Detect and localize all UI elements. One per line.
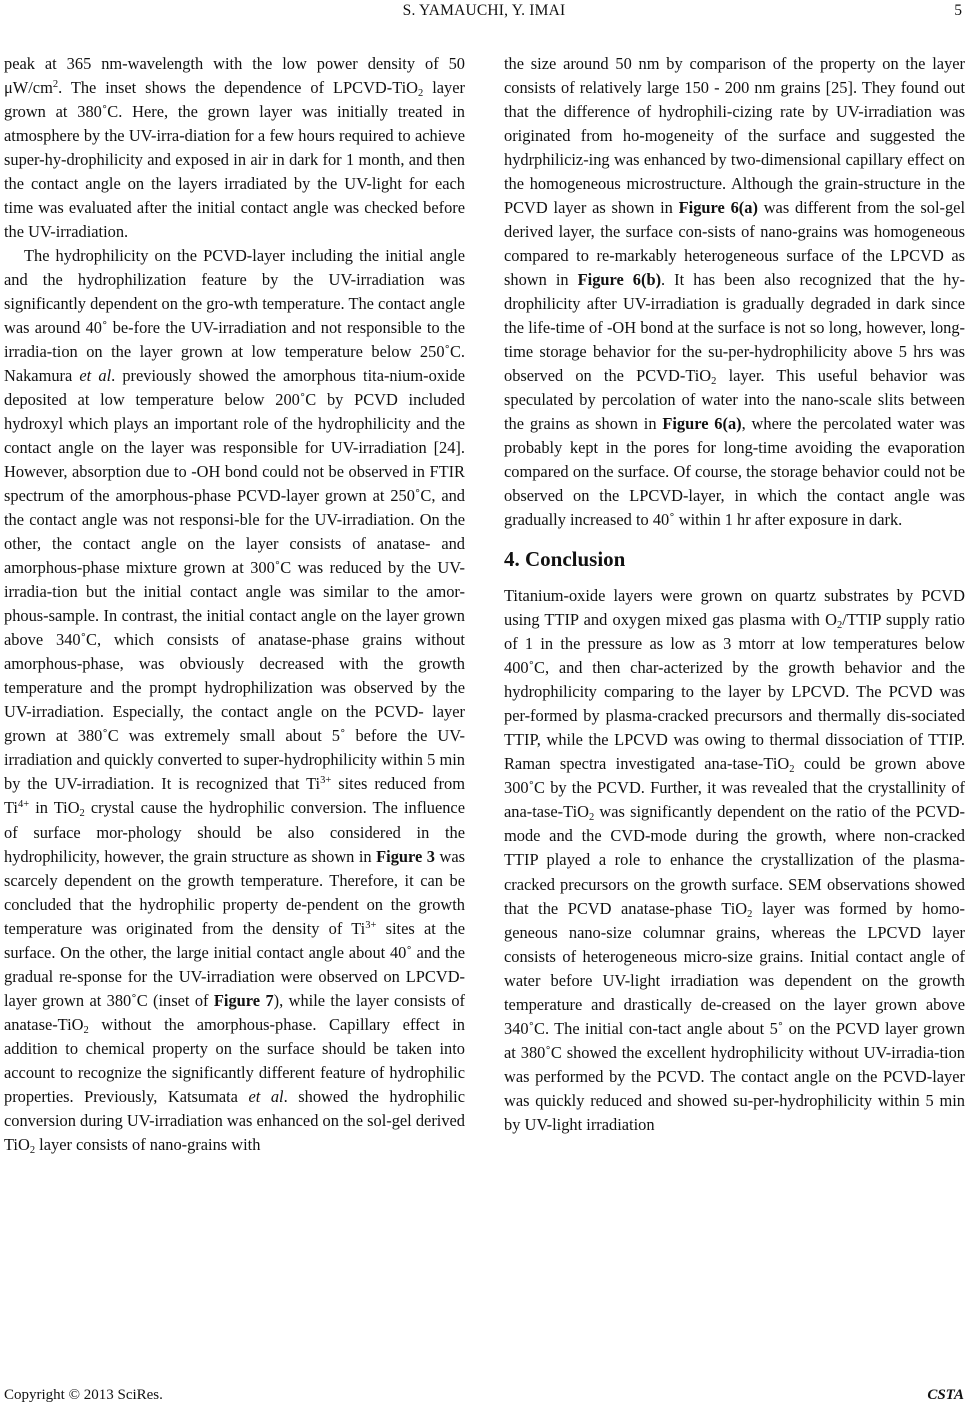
paragraph: The hydrophilicity on the PCVD-layer including the initial angle and the hydrophilization feature by the UV-irradiation was significantly dependent on the gro-wth temperature. The contact angle was around 40˚ be-fore the UV-irradiation and not responsible to the irradia-tion on the layer grown at low temperature below 250˚C. Nakamura et al. previously showed the amorphous tita-nium-oxide deposited at low temperature below 200˚C by PCVD included hydroxyl which plays an important role of the hydrophilicity and the contact angle on the layer was responsible for UV-irradiation [24]. However, absorption due to -OH bond could not be observed in FTIR spectrum of the amorphous-phase PCVD-layer grown at 250˚C, and the contact angle was not responsi-ble for the UV-irradiation. On the other, the contact angle on the layer consists of anatase- and amorphous-phase mixture grown at 300˚C was reduced by the UV-irradia-tion but the initial contact angle was similar to the amor-phous-sample. In contrast, the initial contact angle on the layer grown above 340˚C, which consists of anatase-phase grains without amorphous-phase, was obviously decreased with the growth temperature and the prompt hydrophilization was observed by the UV-irradiation. Especially, the contact angle on the PCVD- layer grown at 380˚C was extremely small about 5˚ before the UV-irradiation and quickly converted to super-hydrophilicity within 5 min by the UV-irradiation. It is recognized that $Ti^{3+}$ sites reduced from $Ti^{4+}$ in TiO$_2$ crystal cause the hydrophilic conversion. The influence of surface mor-phology should be also considered in the hydrophilicity, however, the grain structure as shown in Figure 3 was scarcely dependent on the growth temperature. Therefore, it can be concluded that the hydrophilic property de-pendent on the growth temperature was originated from the density of $Ti^{3+}$ sites at the surface. On the other, the large initial contact angle about 40˚ and the gradual re-sponse for the UV-irradiation were observed on LPCVD-layer grown at 380˚C (inset of Figure 7), while the layer consists of anatase-TiO$_2$ without the amorphous-phase. Capillary effect in addition to chemical property on the surface should be taken into account to recognize the significantly different feature of hydrophilic properties. Previously, Katsumata et al. showed the hydrophilic conversion during UV-irradiation was enhanced on the sol-gel derived TiO$_2$ layer consists of nano-grains with [4, 246, 466, 1156]
figure-reference: Figure 3 [376, 846, 435, 866]
copyright-notice: Copyright © 2013 SciRes. [4, 1387, 163, 1403]
figure-reference: Figure 7 [213, 990, 274, 1010]
paragraph: Titanium-oxide layers were grown on quartz substrates by PCVD using TTIP and oxygen mixed gas plasma with $O_2$/TTIP supply ratio of 1 in the pressure as low as 3 mtorr at low temperatures below 400˚C, and then char-acterized by the growth behavior and the hydrophilicity comparing to the layer by LPCVD. The PCVD was per-formed by plasma-cracked precursors and thermally dis-sociated TTIP, while the LPCVD was owing to thermal dissociation of TTIP. Raman spectra investigated ana-tase-TiO$_2$ could be grown above 300˚C by the PCVD. Further, it was revealed that the crystallinity of ana-tase-TiO$_2$ was significantly dependent on the ratio of the PCVD-mode and the CVD-mode during the growth, where non-cracked TTIP played a role to enhance the crystallization of the plasma-cracked precursors on the growth surface. SEM observations showed that the PCVD anatase-phase TiO$_2$ layer was formed by homo-geneous nano-size columnar grains, whereas the LPCVD layer consists of heterogeneous micro-size grains. Initial contact angle of water before UV-light irradiation was dependent on the growth temperature and drastically de-creased on the layer grown above 340˚C. The initial con-tact angle about 5˚ on the PCVD layer grown at 380˚C showed the excellent hydrophilicity without UV-irradia-tion was performed by the PCVD. The contact angle on the PCVD-layer was quickly reduced and showed su-per-hydrophilicity within 5 min by UV-light irradiation [504, 586, 965, 1134]
figure-reference: Figure 6(a) [662, 414, 742, 434]
figure-reference: Figure 6(a) [678, 198, 758, 218]
page-footer [4, 1387, 964, 1404]
right-column [504, 52, 965, 1137]
running-title: S. YAMAUCHI, Y. IMAI [402, 2, 566, 19]
journal-abbreviation: CSTA [927, 1387, 964, 1403]
paragraph: the size around 50 nm by comparison of the property on the layer consists of relatively large 150 - 200 nm grains [25]. They found out that the difference of hydrophili-cizing rate by UV-irradiation was originated from ho-mogeneity of the surface and suggested the hydrphiliciz-ing was enhanced by two-dimensional capillary effect on the homogeneous microstructure. Although the grain-structure in the PCVD layer as shown in Figure 6(a) was different from the sol-gel derived layer, the surface con-sists of nano-grains was homogeneous compared to re-markably heterogeneous surface of the LPCVD as shown in Figure 6(b). It has been also recognized that the hy-drophilicity after UV-irradiation is gradually degraded in dark since the life-time of -OH bond at the surface is not so long, however, long-time storage behavior for the su-per-hydrophilicity above 5 hrs was observed on the PCVD-TiO$_2$ layer. This useful behavior was speculated by percolation of water into the nano-scale slits between the grains as shown in Figure 6(a), where the percolated water was probably kept in the pores for long-time avoiding the evaporation compared on the surface. Of course, the storage behavior could not be observed on the LPCVD-layer, in which the contact angle was gradually increased to 40˚ within 1 hr after exposure in dark. [504, 54, 965, 530]
paragraph: peak at 365 nm-wavelength with the low power density of 50 $\mu W/cm^2$. The inset shows the dependence of LPCVD-TiO$_2$ layer grown at 380˚C. Here, the grown layer was initially treated in atmosphere by the UV-irra-diation for a few hours required to achieve super-hy-drophilicity and exposed in air in dark for 1 month, and then the contact angle on the layers irradiated by the UV-light for each time was evaluated after the initial contact angle was checked before the UV-irradiation. [4, 54, 465, 242]
page-header [0, 0, 968, 30]
page-number: 5 [954, 2, 962, 19]
left-column [4, 52, 465, 1157]
section-heading: 4. Conclusion [504, 547, 626, 572]
figure-reference: Figure 6(b) [577, 270, 662, 290]
